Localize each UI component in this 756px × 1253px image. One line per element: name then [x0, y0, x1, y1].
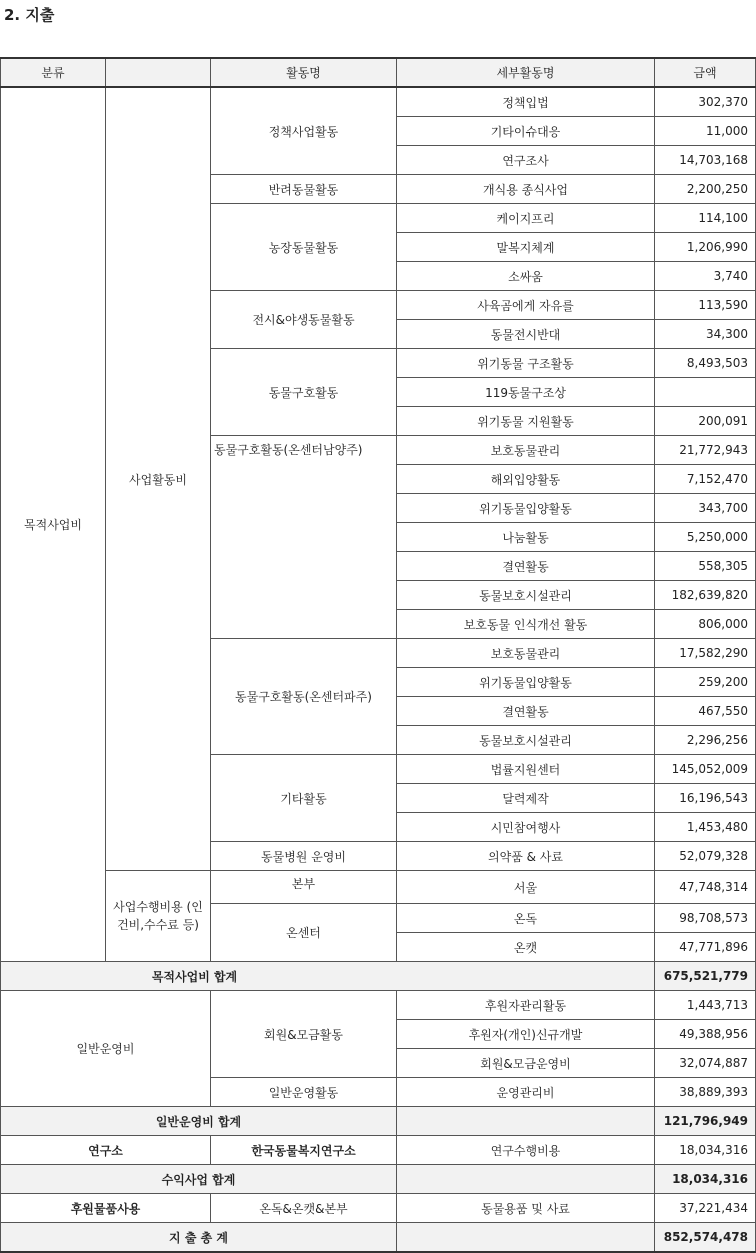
detail-cell: 후원자관리활동: [397, 991, 655, 1020]
amount-cell: 2,296,256: [655, 726, 756, 755]
detail-cell: 위기동물입양활동: [397, 668, 655, 697]
purpose-total-row: [1, 962, 756, 991]
detail-cell: 동물용품 및 사료: [397, 1194, 655, 1223]
activity-rescue-paju: 동물구호활동(온센터파주): [211, 639, 397, 755]
activity-rescue: 동물구호활동: [211, 349, 397, 436]
amount-cell: 182,639,820: [655, 581, 756, 610]
header-category: 분류: [1, 58, 106, 87]
amount-cell: 47,748,314: [655, 871, 756, 904]
grand-total-blank: [397, 1223, 655, 1253]
header-amount: 금액: [655, 58, 756, 87]
section-title: 2. 지출: [4, 6, 55, 24]
detail-cell: 회원&모금운영비: [397, 1049, 655, 1078]
detail-cell: 달력제작: [397, 784, 655, 813]
detail-cell: 개식용 종식사업: [397, 175, 655, 204]
table-row: [1, 1194, 756, 1223]
table-row: [1, 87, 756, 117]
amount-cell: 1,206,990: [655, 233, 756, 262]
amount-cell: 16,196,543: [655, 784, 756, 813]
table-header-row: [1, 58, 756, 87]
amount-cell: 38,889,393: [655, 1078, 756, 1107]
detail-cell: 의약품 & 사료: [397, 842, 655, 871]
category-donation: 후원물품사용: [1, 1194, 211, 1223]
detail-cell: 기타이슈대응: [397, 117, 655, 146]
subcategory-business: 사업활동비: [106, 87, 211, 871]
detail-cell: 119동물구조상: [397, 378, 655, 407]
activity-membership: 회원&모금활동: [211, 991, 397, 1078]
category-research: 연구소: [1, 1136, 211, 1165]
amount-cell: 98,708,573: [655, 904, 756, 933]
category-general: 일반운영비: [1, 991, 211, 1107]
amount-cell: 11,000: [655, 117, 756, 146]
grand-total-row: [1, 1223, 756, 1253]
subcategory-execution: 사업수행비용 (인건비,수수료 등): [106, 871, 211, 962]
amount-cell: 52,079,328: [655, 842, 756, 871]
activity-other: 기타활동: [211, 755, 397, 842]
general-total-blank: [397, 1107, 655, 1136]
detail-cell: 결연활동: [397, 552, 655, 581]
amount-cell: 49,388,956: [655, 1020, 756, 1049]
amount-cell: 200,091: [655, 407, 756, 436]
detail-cell: 동물전시반대: [397, 320, 655, 349]
general-total-label: 일반운영비 합계: [1, 1107, 397, 1136]
activity-center: 온센터: [211, 904, 397, 962]
amount-cell: 17,582,290: [655, 639, 756, 668]
table-row: [1, 1136, 756, 1165]
purpose-total-label: 목적사업비 합계: [1, 962, 655, 991]
amount-cell: 21,772,943: [655, 436, 756, 465]
expenditure-table: [0, 57, 756, 1253]
detail-cell: 소싸움: [397, 262, 655, 291]
revenue-total-amount: 18,034,316: [655, 1165, 756, 1194]
amount-cell: 1,443,713: [655, 991, 756, 1020]
header-activity: 활동명: [211, 58, 397, 87]
amount-cell: 34,300: [655, 320, 756, 349]
revenue-total-row: [1, 1165, 756, 1194]
detail-cell: 온캣: [397, 933, 655, 962]
amount-cell: 18,034,316: [655, 1136, 756, 1165]
amount-cell: 7,152,470: [655, 465, 756, 494]
activity-exhibit: 전시&야생동물활동: [211, 291, 397, 349]
detail-cell: 보호동물 인식개선 활동: [397, 610, 655, 639]
detail-cell: 서울: [397, 871, 655, 904]
detail-cell: 연구조사: [397, 146, 655, 175]
detail-cell: 동물보호시설관리: [397, 581, 655, 610]
detail-cell: 정책입법: [397, 87, 655, 117]
amount-cell: 558,305: [655, 552, 756, 581]
amount-cell: 259,200: [655, 668, 756, 697]
detail-cell: 해외입양활동: [397, 465, 655, 494]
detail-cell: 나눔활동: [397, 523, 655, 552]
amount-cell: 114,100: [655, 204, 756, 233]
amount-cell: 37,221,434: [655, 1194, 756, 1223]
amount-cell: 145,052,009: [655, 755, 756, 784]
amount-cell: 5,250,000: [655, 523, 756, 552]
activity-operation: 일반운영활동: [211, 1078, 397, 1107]
detail-cell: 법률지원센터: [397, 755, 655, 784]
header-blank: [106, 58, 211, 87]
detail-cell: 케이지프리: [397, 204, 655, 233]
amount-cell: 1,453,480: [655, 813, 756, 842]
detail-cell: 운영관리비: [397, 1078, 655, 1107]
amount-cell: 113,590: [655, 291, 756, 320]
purpose-total-amount: 675,521,779: [655, 962, 756, 991]
category-purpose: 목적사업비: [1, 87, 106, 962]
detail-cell: 결연활동: [397, 697, 655, 726]
amount-cell: 467,550: [655, 697, 756, 726]
detail-cell: 보호동물관리: [397, 639, 655, 668]
detail-cell: 위기동물 지원활동: [397, 407, 655, 436]
activity-farm: 농장동물활동: [211, 204, 397, 291]
amount-cell: 806,000: [655, 610, 756, 639]
detail-cell: 시민참여행사: [397, 813, 655, 842]
grand-total-amount: 852,574,478: [655, 1223, 756, 1253]
table-row: [1, 871, 756, 904]
header-detail: 세부활동명: [397, 58, 655, 87]
general-total-row: [1, 1107, 756, 1136]
activity-policy: 정책사업활동: [211, 87, 397, 175]
revenue-total-label: 수익사업 합계: [1, 1165, 397, 1194]
amount-cell: 8,493,503: [655, 349, 756, 378]
amount-cell: 302,370: [655, 87, 756, 117]
detail-cell: 동물보호시설관리: [397, 726, 655, 755]
activity-research: 한국동물복지연구소: [211, 1136, 397, 1165]
activity-hospital: 동물병원 운영비: [211, 842, 397, 871]
activity-rescue-namyangju: 동물구호활동(온센터남양주): [211, 436, 397, 639]
amount-cell: 47,771,896: [655, 933, 756, 962]
detail-cell: 위기동물입양활동: [397, 494, 655, 523]
activity-companion: 반려동물활동: [211, 175, 397, 204]
amount-cell: 343,700: [655, 494, 756, 523]
amount-cell: [655, 378, 756, 407]
amount-cell: 14,703,168: [655, 146, 756, 175]
general-total-amount: 121,796,949: [655, 1107, 756, 1136]
detail-cell: 위기동물 구조활동: [397, 349, 655, 378]
activity-hq: 본부: [211, 871, 397, 904]
amount-cell: 3,740: [655, 262, 756, 291]
detail-cell: 후원자(개인)신규개발: [397, 1020, 655, 1049]
amount-cell: 32,074,887: [655, 1049, 756, 1078]
grand-total-label: 지 출 총 계: [1, 1223, 397, 1253]
detail-cell: 사육곰에게 자유를: [397, 291, 655, 320]
amount-cell: 2,200,250: [655, 175, 756, 204]
detail-cell: 온독: [397, 904, 655, 933]
detail-cell: 보호동물관리: [397, 436, 655, 465]
table-row: [1, 991, 756, 1020]
detail-cell: 말복지체계: [397, 233, 655, 262]
activity-donation: 온독&온캣&본부: [211, 1194, 397, 1223]
revenue-total-blank: [397, 1165, 655, 1194]
detail-cell: 연구수행비용: [397, 1136, 655, 1165]
